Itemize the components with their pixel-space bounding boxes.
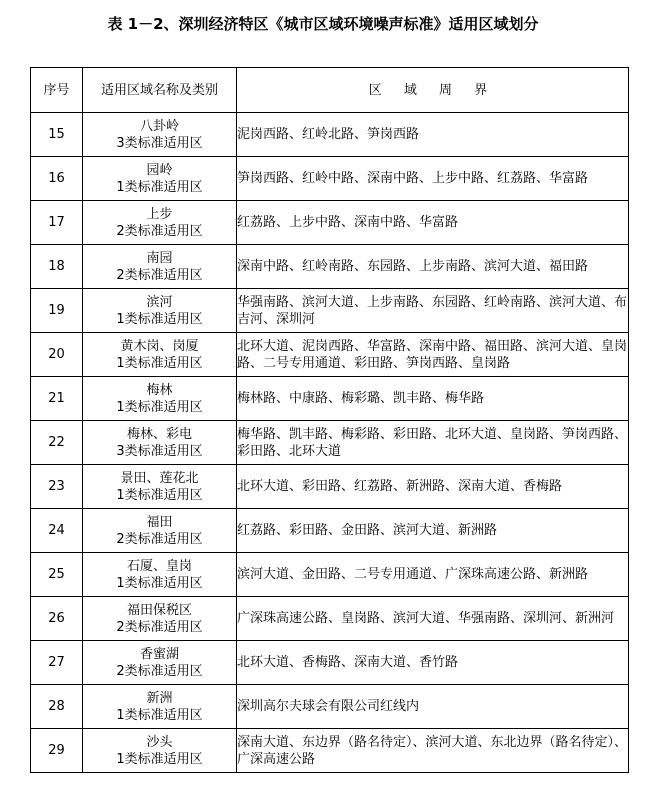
row-area-name-category [83,597,237,641]
row-area-name: 福田保税区 [126,602,192,618]
row-area-name-category [83,729,237,773]
table-row [31,685,629,729]
row-area-boundary: 滨河大道、金田路、二号专用通道、广深珠高速公路、新洲路 [237,553,629,597]
row-area-boundary: 泥岗西路、红岭北路、笋岗西路 [237,113,629,157]
row-area-name: 新洲 [146,690,173,706]
table-row [31,729,629,773]
table-row [31,157,629,201]
header-serial-number: 序号 [31,68,83,113]
table-row [31,245,629,289]
header-area-boundary-label: 区 域 周 界 [368,82,497,98]
row-area-category: 3类标准适用区 [116,135,203,151]
row-area-name: 八卦岭 [139,118,179,134]
row-area-category: 2类标准适用区 [116,267,203,283]
row-area-name: 福田 [146,514,173,530]
row-area-boundary: 红荔路、上步中路、深南中路、华富路 [237,201,629,245]
table-row [31,465,629,509]
row-serial-number: 22 [31,421,83,465]
row-serial-number: 18 [31,245,83,289]
row-area-category: 1类标准适用区 [116,751,203,767]
row-area-name: 上步 [146,206,173,222]
table-caption: 表 1－2、深圳经济特区《城市区域环境噪声标准》适用区域划分 [107,15,539,33]
row-area-name-category [83,333,237,377]
row-area-category: 2类标准适用区 [116,619,203,635]
row-serial-number: 27 [31,641,83,685]
table-body [31,113,629,773]
row-area-category: 1类标准适用区 [116,487,203,503]
row-area-name-category [83,641,237,685]
header-area-name-category: 适用区域名称及类别 [83,68,237,113]
row-area-category: 1类标准适用区 [116,179,203,195]
row-area-boundary: 笋岗西路、红岭中路、深南中路、上步中路、红荔路、华富路 [237,157,629,201]
row-area-name-category [83,157,237,201]
row-serial-number: 26 [31,597,83,641]
row-area-name: 梅林、彩电 [126,426,192,442]
row-area-name: 石厦、皇岗 [126,558,192,574]
row-area-boundary: 红荔路、彩田路、金田路、滨河大道、新洲路 [237,509,629,553]
row-area-category: 3类标准适用区 [116,443,203,459]
header-area-boundary [237,68,629,113]
row-serial-number: 28 [31,685,83,729]
table-row [31,333,629,377]
row-area-boundary: 深南大道、东边界（路名待定）、滨河大道、东北边界（路名待定）、广深高速公路 [237,729,629,773]
row-area-name-category [83,377,237,421]
row-area-name-category [83,113,237,157]
row-serial-number: 29 [31,729,83,773]
row-serial-number: 23 [31,465,83,509]
row-serial-number: 24 [31,509,83,553]
row-serial-number: 25 [31,553,83,597]
row-area-name: 滨河 [146,294,173,310]
row-serial-number: 16 [31,157,83,201]
row-serial-number: 17 [31,201,83,245]
row-area-name: 景田、莲花北 [120,470,199,486]
table-header-row [31,68,629,113]
row-area-name: 南园 [146,250,173,266]
row-area-category: 2类标准适用区 [116,223,203,239]
row-area-category: 2类标准适用区 [116,531,203,547]
row-area-name-category [83,245,237,289]
row-serial-number: 20 [31,333,83,377]
table-row [31,201,629,245]
row-area-category: 1类标准适用区 [116,355,203,371]
table-row [31,289,629,333]
row-area-boundary: 北环大道、彩田路、红荔路、新洲路、深南大道、香梅路 [237,465,629,509]
row-area-name: 梅林 [146,382,173,398]
row-area-boundary: 梅林路、中康路、梅彩璐、凯丰路、梅华路 [237,377,629,421]
row-area-name-category [83,509,237,553]
row-area-name: 沙头 [146,734,173,750]
row-area-name-category [83,201,237,245]
row-area-name-category [83,685,237,729]
row-area-category: 1类标准适用区 [116,575,203,591]
row-area-name: 香蜜湖 [139,646,179,662]
zone-table [30,67,629,773]
row-area-boundary: 北环大道、香梅路、深南大道、香竹路 [237,641,629,685]
table-row [31,509,629,553]
row-area-boundary: 深南中路、红岭南路、东园路、上步南路、滨河大道、福田路 [237,245,629,289]
table-row [31,113,629,157]
row-area-category: 2类标准适用区 [116,663,203,679]
row-area-name-category [83,289,237,333]
table-row [31,597,629,641]
table-row [31,641,629,685]
row-area-boundary: 北环大道、泥岗西路、华富路、深南中路、福田路、滨河大道、皇岗路、二号专用通道、彩田路、笋岗西路、皇岗路 [237,333,629,377]
row-area-name-category [83,465,237,509]
row-area-name: 园岭 [146,162,173,178]
row-serial-number: 19 [31,289,83,333]
row-serial-number: 21 [31,377,83,421]
row-area-category: 1类标准适用区 [116,707,203,723]
row-serial-number: 15 [31,113,83,157]
row-area-boundary: 华强南路、滨河大道、上步南路、东园路、红岭南路、滨河大道、布吉河、深圳河 [237,289,629,333]
row-area-name-category [83,553,237,597]
row-area-category: 1类标准适用区 [116,311,203,327]
table-row [31,377,629,421]
row-area-name: 黄木岗、岗厦 [120,338,199,354]
row-area-boundary: 深圳高尔夫球会有限公司红线内 [237,685,629,729]
row-area-boundary: 广深珠高速公路、皇岗路、滨河大道、华强南路、深圳河、新洲河 [237,597,629,641]
row-area-category: 1类标准适用区 [116,399,203,415]
row-area-boundary: 梅华路、凯丰路、梅彩路、彩田路、北环大道、皇岗路、笋岗西路、彩田路、北环大道 [237,421,629,465]
row-area-name-category [83,421,237,465]
table-row [31,553,629,597]
table-row [31,421,629,465]
